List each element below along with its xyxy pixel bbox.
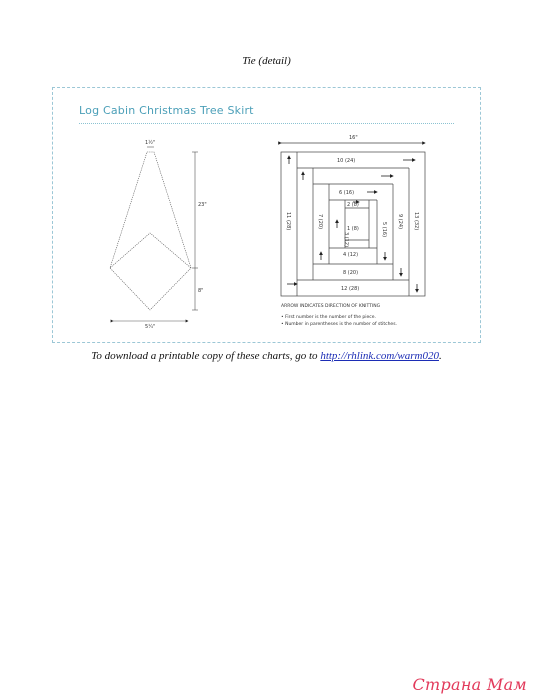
diagram-svg — [53, 88, 482, 344]
tie-point-height-label: 8" — [198, 288, 204, 294]
legend-note: • First number is the number of the piece. — [281, 315, 376, 320]
figure-title: Log Cabin Christmas Tree Skirt — [79, 104, 254, 117]
block-width-label: 16" — [349, 135, 358, 141]
tie-fold-line — [110, 233, 191, 268]
piece-label: 10 (24) — [337, 158, 356, 164]
piece-label: 1 (8) — [347, 226, 359, 232]
piece-label: 9 (24) — [397, 214, 403, 230]
piece-label: 5 (16) — [381, 222, 387, 238]
tie-bottom-width-label: 5¼" — [145, 324, 156, 330]
legend-title: ARROW INDICATES DIRECTION OF KNITTING — [281, 304, 381, 309]
piece-label: 7 (20) — [317, 214, 323, 230]
piece-label: 4 (12) — [343, 252, 359, 258]
download-link[interactable]: http://rhlink.com/warm020 — [320, 350, 439, 362]
piece-label: 8 (20) — [343, 270, 359, 276]
piece-label: 3 (12) — [343, 232, 349, 248]
download-text: To download a printable copy of these charts, go to — [91, 350, 321, 362]
page-caption: Tie (detail) — [242, 55, 291, 67]
piece-label: 11 (28) — [285, 212, 291, 231]
tie-diagram — [110, 147, 198, 321]
piece-label: 6 (16) — [339, 190, 355, 196]
chart-figure — [52, 87, 481, 343]
tie-top-width-label: 1½" — [145, 140, 156, 146]
piece-label: 2 (8) — [347, 202, 359, 208]
piece-label: 12 (28) — [341, 286, 360, 292]
download-line — [0, 350, 533, 362]
piece-label: 13 (32) — [413, 212, 419, 231]
legend-note: • Number in parentheses is the number of stitches. — [281, 322, 397, 327]
tie-outline — [110, 152, 191, 310]
tie-length-label: 23" — [198, 202, 207, 208]
download-suffix: . — [438, 350, 442, 362]
watermark-logo: Страна Мам — [412, 675, 527, 694]
